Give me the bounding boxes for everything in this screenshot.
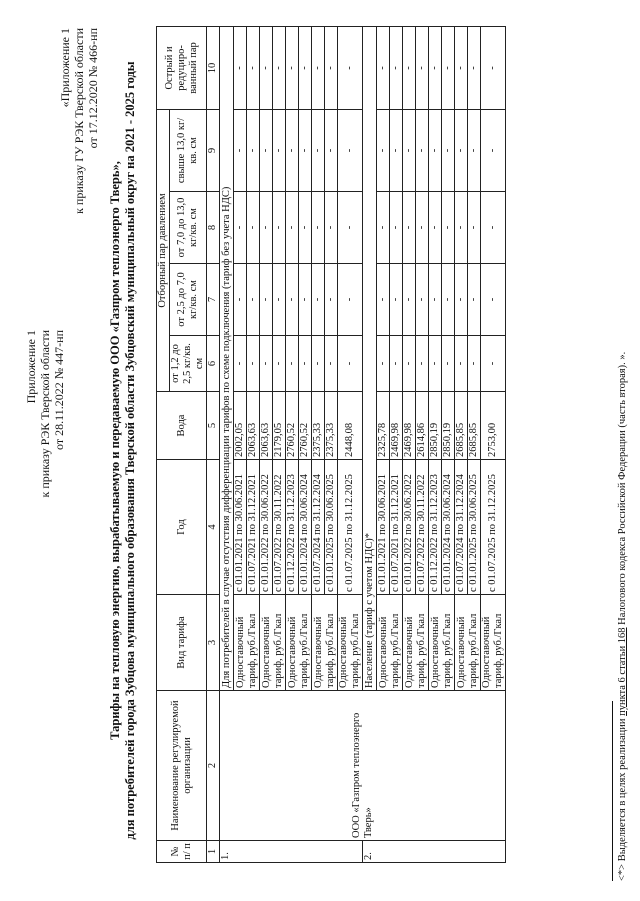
- water-tariff-value: 2375,33: [325, 392, 338, 460]
- steam-tariff-value: -: [442, 264, 455, 336]
- steam-tariff-value: -: [481, 264, 506, 336]
- water-tariff-value: 2469,98: [390, 392, 403, 460]
- steam-tariff-value: -: [416, 336, 429, 392]
- tariff-type: Одноставочный тариф, руб./Гкал: [234, 595, 260, 691]
- steam-tariff-value: -: [481, 26, 506, 109]
- col-header-pressure-1: от 1,2 до 2,5 кг/кв. см: [170, 336, 207, 392]
- tariff-type: Одноставочный тариф, руб./Гкал: [429, 595, 455, 691]
- steam-tariff-value: -: [299, 264, 312, 336]
- steam-tariff-value: -: [299, 109, 312, 191]
- steam-tariff-value: -: [429, 264, 442, 336]
- water-tariff-value: 2685,85: [468, 392, 481, 460]
- steam-tariff-value: -: [286, 264, 299, 336]
- col-header-water: Вода: [157, 392, 207, 460]
- steam-tariff-value: -: [299, 192, 312, 264]
- period: с 01.01.2024 по 30.06.2024: [442, 460, 455, 595]
- steam-tariff-value: -: [442, 109, 455, 191]
- steam-tariff-value: -: [312, 26, 325, 109]
- steam-tariff-value: -: [299, 336, 312, 392]
- water-tariff-value: 2469,98: [403, 392, 416, 460]
- col-number: 6: [207, 336, 220, 392]
- period: с 01.01.2022 по 30.06.2022: [260, 460, 273, 595]
- steam-tariff-value: -: [273, 336, 286, 392]
- steam-tariff-value: -: [260, 336, 273, 392]
- water-tariff-value: 2685,85: [455, 392, 468, 460]
- appendix-line: от 17.12.2020 № 466-нп: [86, 28, 100, 149]
- steam-tariff-value: -: [429, 109, 442, 191]
- steam-tariff-value: -: [325, 109, 338, 191]
- col-number: 1: [207, 841, 220, 863]
- period: с 01.12.2022 по 31.12.2023: [286, 460, 299, 595]
- steam-tariff-value: -: [273, 264, 286, 336]
- water-tariff-value: 2850,19: [429, 392, 442, 460]
- water-tariff-value: 2760,52: [286, 392, 299, 460]
- tariff-type: Одноставочный тариф, руб./Гкал: [377, 595, 403, 691]
- period: с 01.01.2025 по 30.06.2025: [468, 460, 481, 595]
- col-header-pressure-3: от 7,0 до 13,0 кг/кв. см: [170, 192, 207, 264]
- footnote-link[interactable]: пункта 6 статьи 168: [617, 627, 628, 716]
- steam-tariff-value: -: [312, 336, 325, 392]
- previous-appendix-header: [58, 28, 100, 214]
- steam-tariff-value: -: [429, 26, 442, 109]
- steam-tariff-value: -: [377, 109, 390, 191]
- section-heading-row: [220, 26, 234, 862]
- appendix-line: Приложение 1: [24, 330, 38, 404]
- period: с 01.01.2021 по 30.06.2021: [234, 460, 247, 595]
- steam-tariff-value: -: [377, 192, 390, 264]
- steam-tariff-value: -: [325, 336, 338, 392]
- col-header-org: Наименование регулируемой организации: [157, 691, 207, 841]
- col-number: 5: [207, 392, 220, 460]
- steam-tariff-value: -: [481, 109, 506, 191]
- water-tariff-value: 2179,05: [273, 392, 286, 460]
- steam-tariff-value: -: [416, 109, 429, 191]
- steam-tariff-value: -: [416, 264, 429, 336]
- tariff-type: Одноставочный тариф, руб./Гкал: [312, 595, 338, 691]
- steam-tariff-value: -: [247, 264, 260, 336]
- steam-tariff-value: -: [234, 264, 247, 336]
- col-header-pressure-2: от 2,5 до 7,0 кг/кв. см: [170, 264, 207, 336]
- water-tariff-value: 2753,00: [481, 392, 506, 460]
- steam-tariff-value: -: [234, 192, 247, 264]
- steam-tariff-value: -: [468, 109, 481, 191]
- steam-tariff-value: -: [286, 192, 299, 264]
- steam-tariff-value: -: [234, 336, 247, 392]
- steam-tariff-value: -: [442, 192, 455, 264]
- column-number-row: [207, 26, 220, 862]
- steam-tariff-value: -: [286, 26, 299, 109]
- col-number: 3: [207, 595, 220, 691]
- steam-tariff-value: -: [468, 336, 481, 392]
- col-number: 9: [207, 109, 220, 191]
- steam-tariff-value: -: [416, 192, 429, 264]
- period: с 01.07.2022 по 30.11.2022: [416, 460, 429, 595]
- steam-tariff-value: -: [338, 109, 363, 191]
- tariff-type: Одноставочный тариф, руб./Гкал: [481, 595, 506, 691]
- steam-tariff-value: -: [286, 109, 299, 191]
- tariff-type: Одноставочный тариф, руб./Гкал: [338, 595, 363, 691]
- col-header-year: Год: [157, 460, 207, 595]
- steam-tariff-value: -: [403, 109, 416, 191]
- col-number: 10: [207, 26, 220, 109]
- title-line: Тарифы на тепловую энергию, вырабатываемую и передаваемую ООО «Газпром теплоэнерго Тверь»,: [108, 161, 122, 740]
- water-tariff-value: 2614,86: [416, 392, 429, 460]
- period: с 01.01.2025 по 30.06.2025: [325, 460, 338, 595]
- period: с 01.07.2025 по 31.12.2025: [481, 460, 506, 595]
- steam-tariff-value: -: [338, 336, 363, 392]
- appendix-line: к приказу РЭК Тверской области: [38, 330, 52, 498]
- steam-tariff-value: -: [442, 336, 455, 392]
- appendix-line: от 28.11.2022 № 447-нп: [52, 330, 66, 450]
- steam-tariff-value: -: [468, 192, 481, 264]
- appendix-line: «Приложение 1: [58, 28, 72, 108]
- steam-tariff-value: -: [260, 26, 273, 109]
- section-number: 1.: [220, 841, 363, 863]
- steam-tariff-value: -: [455, 264, 468, 336]
- steam-tariff-value: -: [468, 26, 481, 109]
- steam-tariff-value: -: [325, 26, 338, 109]
- steam-tariff-value: -: [403, 192, 416, 264]
- steam-tariff-value: -: [299, 26, 312, 109]
- water-tariff-value: 2002,05: [234, 392, 247, 460]
- steam-tariff-value: -: [429, 336, 442, 392]
- tariff-type: Одноставочный тариф, руб./Гкал: [260, 595, 286, 691]
- steam-tariff-value: -: [403, 26, 416, 109]
- steam-tariff-value: -: [338, 264, 363, 336]
- steam-tariff-value: -: [377, 336, 390, 392]
- steam-tariff-value: -: [390, 192, 403, 264]
- period: с 01.01.2021 по 30.06.2021: [377, 460, 390, 595]
- footnote-text: <*> Выделяется в целях реализации: [617, 715, 628, 881]
- steam-tariff-value: -: [390, 109, 403, 191]
- period: с 01.07.2024 по 31.12.2024: [455, 460, 468, 595]
- steam-tariff-value: -: [260, 192, 273, 264]
- steam-tariff-value: -: [286, 336, 299, 392]
- col-header-tariff-type: Вид тарифа: [157, 595, 207, 691]
- steam-tariff-value: -: [403, 264, 416, 336]
- col-header-steam-group: Отборный пар давлением: [157, 109, 170, 391]
- tariff-table: [156, 26, 506, 863]
- col-header-num: № п/ п: [157, 841, 207, 863]
- period: с 01.07.2021 по 31.12.2021: [390, 460, 403, 595]
- steam-tariff-value: -: [273, 192, 286, 264]
- water-tariff-value: 2063,63: [260, 392, 273, 460]
- steam-tariff-value: -: [429, 192, 442, 264]
- appendix-header: [24, 330, 66, 497]
- period: с 01.07.2022 по 30.11.2022: [273, 460, 286, 595]
- steam-tariff-value: -: [234, 26, 247, 109]
- col-number: 4: [207, 460, 220, 595]
- steam-tariff-value: -: [260, 264, 273, 336]
- steam-tariff-value: -: [390, 336, 403, 392]
- steam-tariff-value: -: [273, 26, 286, 109]
- steam-tariff-value: -: [338, 192, 363, 264]
- col-number: 7: [207, 264, 220, 336]
- tariff-type: Одноставочный тариф, руб./Гкал: [403, 595, 429, 691]
- footnote-divider: [612, 701, 613, 881]
- water-tariff-value: 2448,08: [338, 392, 363, 460]
- steam-tariff-value: -: [325, 192, 338, 264]
- water-tariff-value: 2063,63: [247, 392, 260, 460]
- steam-tariff-value: -: [312, 192, 325, 264]
- water-tariff-value: 2375,33: [312, 392, 325, 460]
- steam-tariff-value: -: [481, 336, 506, 392]
- title-line: для потребителей города Зубцова муниципального образования Тверской области Зубцовский муниципальный округ на 2021 - 2025 годы: [123, 61, 137, 840]
- steam-tariff-value: -: [377, 264, 390, 336]
- section-heading: Для потребителей в случае отсутствия дифференциации тарифов по схеме подключения (тариф без учета НДС): [220, 26, 234, 690]
- steam-tariff-value: -: [468, 264, 481, 336]
- water-tariff-value: 2760,52: [299, 392, 312, 460]
- steam-tariff-value: -: [442, 26, 455, 109]
- tariff-type: Одноставочный тариф, руб./Гкал: [455, 595, 481, 691]
- organization-name: ООО «Газпром теплоэнерго Тверь»: [220, 691, 506, 841]
- steam-tariff-value: -: [455, 336, 468, 392]
- col-header-pressure-4: свыше 13,0 кг/кв. см: [170, 109, 207, 191]
- water-tariff-value: 2850,19: [442, 392, 455, 460]
- steam-tariff-value: -: [481, 192, 506, 264]
- period: с 01.07.2024 по 31.12.2024: [312, 460, 325, 595]
- period: с 01.01.2022 по 30.06.2022: [403, 460, 416, 595]
- steam-tariff-value: -: [247, 192, 260, 264]
- document-title: [108, 0, 138, 901]
- steam-tariff-value: -: [455, 192, 468, 264]
- steam-tariff-value: -: [234, 109, 247, 191]
- steam-tariff-value: -: [273, 109, 286, 191]
- steam-tariff-value: -: [247, 26, 260, 109]
- steam-tariff-value: -: [338, 26, 363, 109]
- steam-tariff-value: -: [455, 26, 468, 109]
- steam-tariff-value: -: [325, 264, 338, 336]
- footnote: [617, 352, 628, 881]
- col-number: 8: [207, 192, 220, 264]
- steam-tariff-value: -: [390, 264, 403, 336]
- steam-tariff-value: -: [455, 109, 468, 191]
- water-tariff-value: 2325,78: [377, 392, 390, 460]
- period: с 01.12.2022 по 31.12.2023: [429, 460, 442, 595]
- steam-tariff-value: -: [260, 109, 273, 191]
- col-header-sharp-steam: Острый и редуциро- ванный пар: [157, 26, 207, 109]
- tariff-type: Одноставочный тариф, руб./Гкал: [286, 595, 312, 691]
- section-heading: Население (тариф с учетом НДС)*: [363, 26, 377, 690]
- steam-tariff-value: -: [416, 26, 429, 109]
- footnote-text: Налогового кодекса Российской Федерации (часть вторая). ».: [617, 351, 628, 628]
- period: с 01.07.2025 по 31.12.2025: [338, 460, 363, 595]
- col-number: 2: [207, 691, 220, 841]
- steam-tariff-value: -: [312, 109, 325, 191]
- steam-tariff-value: -: [377, 26, 390, 109]
- steam-tariff-value: -: [390, 26, 403, 109]
- appendix-line: к приказу ГУ РЭК Тверской области: [72, 28, 86, 214]
- steam-tariff-value: -: [247, 336, 260, 392]
- section-number: 2.: [363, 841, 506, 863]
- steam-tariff-value: -: [247, 109, 260, 191]
- steam-tariff-value: -: [403, 336, 416, 392]
- period: с 01.01.2024 по 30.06.2024: [299, 460, 312, 595]
- period: с 01.07.2021 по 31.12.2021: [247, 460, 260, 595]
- steam-tariff-value: -: [312, 264, 325, 336]
